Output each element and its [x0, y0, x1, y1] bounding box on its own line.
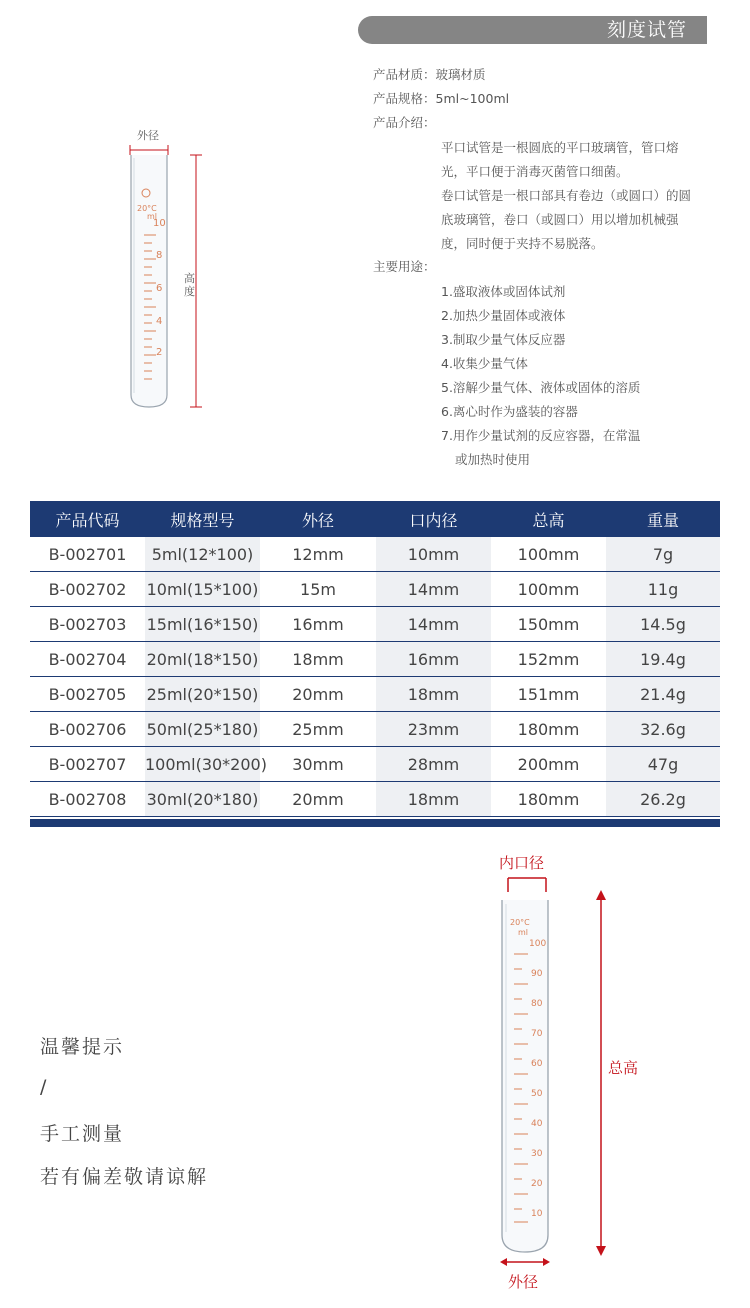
cell-height: 200mm [491, 747, 606, 782]
cell-outer: 12mm [260, 537, 376, 572]
cell-inner: 14mm [376, 572, 491, 607]
spec-label: 产品规格： [373, 91, 436, 106]
cell-model: 15ml(16*150) [145, 607, 260, 642]
tube-large-mark: 80 [531, 999, 543, 1009]
table-row [30, 572, 720, 607]
cell-weight: 7g [606, 537, 720, 572]
table-footer-bar [30, 819, 720, 827]
height-label-bottom: 度 [184, 285, 195, 298]
cell-outer: 25mm [260, 712, 376, 747]
table-row [30, 642, 720, 677]
cell-height: 180mm [491, 782, 606, 817]
tip-separator: / [40, 1076, 49, 1098]
tube-large-temp-text: 20°C [510, 918, 530, 927]
table-row [30, 677, 720, 712]
cell-code: B-002706 [30, 712, 145, 747]
cell-model: 25ml(20*150) [145, 677, 260, 712]
cell-outer: 18mm [260, 642, 376, 677]
cell-outer: 16mm [260, 607, 376, 642]
height-label-top: 高 [184, 272, 195, 285]
cell-inner: 10mm [376, 537, 491, 572]
material-row [373, 65, 486, 85]
cell-outer: 20mm [260, 782, 376, 817]
use-item-continuation: 或加热时使用 [455, 452, 531, 467]
cell-inner: 18mm [376, 677, 491, 712]
col-header-weight: 重量 [606, 501, 720, 537]
use-item: 5.溶解少量气体、液体或固体的溶质 [441, 380, 641, 395]
use-item: 3.制取少量气体反应器 [441, 332, 566, 347]
cell-height: 150mm [491, 607, 606, 642]
cell-inner: 18mm [376, 782, 491, 817]
page-title: 刻度试管 [606, 19, 687, 41]
tube-large-mark: 60 [531, 1059, 543, 1069]
table-row [30, 607, 720, 642]
uses-label: 主要用途： [373, 259, 436, 274]
outer-diameter-label-large: 外径 [508, 1273, 539, 1291]
col-header-model: 规格型号 [145, 501, 260, 537]
cell-weight: 14.5g [606, 607, 720, 642]
use-item: 7.用作少量试剂的反应容器，在常温 [441, 428, 641, 443]
uses-list [441, 280, 640, 472]
tip-line-apology: 若有偏差敬请谅解 [40, 1166, 209, 1188]
cell-model: 10ml(15*100) [145, 572, 260, 607]
cell-model: 5ml(12*100) [145, 537, 260, 572]
intro-label: 产品介绍： [373, 115, 436, 130]
cell-model: 100ml(30*200) [145, 747, 260, 782]
tube-small-mark: 10 [153, 218, 166, 229]
cell-weight: 21.4g [606, 677, 720, 712]
table-row [30, 537, 720, 572]
cell-weight: 19.4g [606, 642, 720, 677]
cell-height: 152mm [491, 642, 606, 677]
use-item: 1.盛取液体或固体试剂 [441, 284, 566, 299]
cell-outer: 20mm [260, 677, 376, 712]
cell-inner: 16mm [376, 642, 491, 677]
tube-small-mark: 2 [156, 347, 163, 358]
tube-large-mark: 10 [531, 1209, 543, 1219]
cell-inner: 23mm [376, 712, 491, 747]
test-tube-large-illustration [490, 870, 620, 1270]
cell-code: B-002704 [30, 642, 145, 677]
spec-row [373, 89, 509, 109]
cell-code: B-002705 [30, 677, 145, 712]
title-banner [358, 16, 707, 44]
intro-paragraph-1: 平口试管是一根圆底的平口玻璃管，管口熔光，平口便于消毒灭菌管口细菌。 [441, 140, 679, 179]
cell-model: 20ml(18*150) [145, 642, 260, 677]
tube-small-mark: 4 [156, 316, 163, 327]
tube-small-mark: 8 [156, 250, 163, 261]
cell-weight: 47g [606, 747, 720, 782]
tube-large-mark: 40 [531, 1119, 543, 1129]
col-header-code: 产品代码 [30, 501, 145, 537]
tube-small-temp-text: 20°C [137, 204, 157, 213]
cell-outer: 15m [260, 572, 376, 607]
cell-height: 151mm [491, 677, 606, 712]
material-label: 产品材质： [373, 67, 436, 82]
table-row [30, 712, 720, 747]
cell-height: 100mm [491, 572, 606, 607]
cell-code: B-002702 [30, 572, 145, 607]
table-header-row [30, 501, 720, 537]
cell-model: 50ml(25*180) [145, 712, 260, 747]
tip-line-manual: 手工测量 [40, 1123, 125, 1145]
inner-diameter-label: 内口径 [499, 854, 545, 872]
table-row [30, 782, 720, 817]
table-row [30, 747, 720, 782]
outer-diameter-label: 外径 [137, 129, 159, 142]
cell-code: B-002707 [30, 747, 145, 782]
tube-large-mark: 100 [529, 939, 547, 949]
total-height-label: 总高 [608, 1059, 639, 1077]
spec-value: 5ml~100ml [435, 91, 510, 106]
tube-large-mark: 30 [531, 1149, 543, 1159]
tube-large-ml-text: ml [518, 928, 529, 937]
cell-model: 30ml(20*180) [145, 782, 260, 817]
cell-code: B-002701 [30, 537, 145, 572]
tube-large-mark: 50 [531, 1089, 543, 1099]
col-header-inner-diameter: 口内径 [376, 501, 491, 537]
spec-table [30, 501, 720, 817]
test-tube-small-illustration [110, 125, 230, 415]
cell-code: B-002708 [30, 782, 145, 817]
col-header-outer-diameter: 外径 [260, 501, 376, 537]
tube-large-mark: 90 [531, 969, 543, 979]
cell-inner: 14mm [376, 607, 491, 642]
intro-paragraph-2: 卷口试管是一根口部具有卷边（或圆口）的圆底玻璃管，卷口（或圆口）用以增加机械强度，同时便于夹持不易脱落。 [441, 188, 692, 251]
material-value: 玻璃材质 [435, 67, 486, 82]
cell-height: 180mm [491, 712, 606, 747]
tip-title: 温馨提示 [40, 1036, 125, 1058]
use-item: 6.离心时作为盛装的容器 [441, 404, 578, 419]
cell-inner: 28mm [376, 747, 491, 782]
tube-large-mark: 20 [531, 1179, 543, 1189]
use-item: 2.加热少量固体或液体 [441, 308, 566, 323]
cell-code: B-002703 [30, 607, 145, 642]
use-item: 4.收集少量气体 [441, 356, 528, 371]
cell-height: 100mm [491, 537, 606, 572]
tube-large-mark: 70 [531, 1029, 543, 1039]
cell-weight: 11g [606, 572, 720, 607]
cell-weight: 32.6g [606, 712, 720, 747]
tube-small-ml-text: ml [147, 212, 158, 221]
tube-small-mark: 6 [156, 283, 163, 294]
cell-weight: 26.2g [606, 782, 720, 817]
col-header-height: 总高 [491, 501, 606, 537]
cell-outer: 30mm [260, 747, 376, 782]
